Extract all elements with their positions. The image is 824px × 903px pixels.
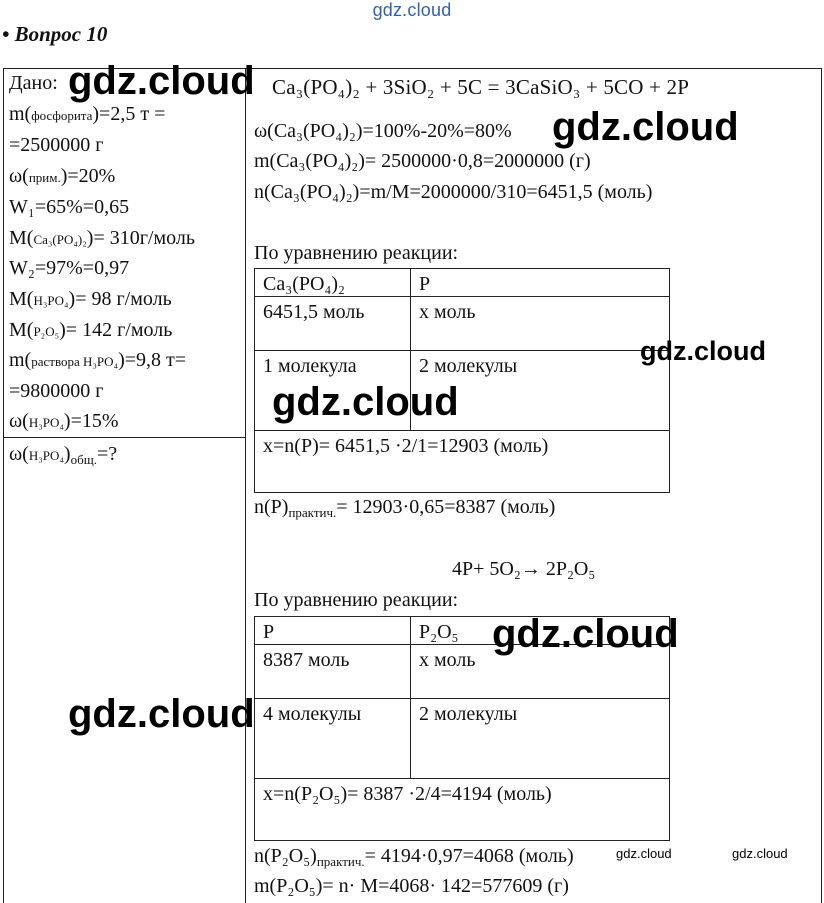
given-acid-fraction: ω(H₃PO₄)=15% [9, 410, 119, 432]
watermark: gdz.cloud [492, 612, 679, 656]
practical-moles-p: $n(P)_{практич.}= 12903\cdot 0,65=8387$ (моль) [254, 496, 556, 520]
table2-header-p: P [255, 617, 411, 645]
watermark: gdz.cloud [68, 59, 255, 103]
calc-mass-phosphate: m(Ca₃(PO₄)₂)= 2500000·0,8=2000000 (г) [254, 150, 591, 172]
practical-moles-p2o5: $n(P_2O_5)_{практич.}= 4194\cdot 0,97=4068$ (моль) [254, 845, 574, 869]
table1-cell-coef-p: 2 молекулы [411, 351, 670, 431]
reaction-equation-1: Ca₃(PO₄)₂ + 3SiO₂ + 5C = 3CaSiO₃ + 5CO + 2P [272, 75, 690, 99]
by-equation-label-2: По уравнению реакции: [254, 589, 459, 611]
watermark: gdz.cloud [68, 692, 255, 736]
given-mass-phosphorite: m(фосфорита)=2,5 т = [9, 103, 166, 125]
table2-cell-moles-p: 8387 моль [255, 645, 411, 699]
watermark-small: gdz.cloud [732, 846, 788, 861]
table2-result: x=n(P₂O₅)= 8387 ·2/4=4194 (моль) [255, 779, 670, 841]
calc-moles-phosphate: n(Ca₃(PO₄)₂)=m/M=2000000/310=6451,5 (моль) [254, 181, 653, 203]
watermark: gdz.cloud [272, 380, 459, 424]
table1-header-p: P [411, 269, 670, 297]
table2-cell-coef-p: 4 молекулы [255, 699, 411, 779]
table2-header-p2o5: P₂O₅ [411, 617, 670, 645]
given-molar-mass-oxide: M(P₂O₅)= 142 г/моль [9, 319, 173, 341]
find-total-acid-fraction: $\omega(H_3PO_4)_{общ.}=$? [9, 443, 118, 467]
watermark-small: gdz.cloud [616, 846, 672, 861]
question-title: • Вопрос 10 [2, 22, 108, 46]
given-label: Дано: [9, 72, 58, 94]
given-yield-1: W₁=65%=0,65 [9, 196, 130, 218]
calc-fraction-phosphate: ω(Ca₃(PO₄)₂)=100%-20%=80% [254, 120, 512, 142]
by-equation-label-1: По уравнению реакции: [254, 242, 459, 264]
given-column [3, 68, 246, 903]
table2-cell-x-moles: x моль [411, 645, 670, 699]
watermark: gdz.cloud [640, 336, 766, 366]
table1-result: x=n(P)= 6451,5 ·2/1=12903 (моль) [255, 431, 670, 493]
table1-cell-coef-phosphate: 1 молекула [255, 351, 411, 431]
table1-cell-moles-phosphate: 6451,5 моль [255, 297, 411, 351]
given-molar-mass-phosphate: M(Ca₃(PO₄)₂)= 310г/моль [9, 227, 195, 249]
given-impurity-fraction: ω(прим.)=20% [9, 165, 116, 187]
watermark: gdz.cloud [552, 105, 739, 149]
reaction-equation-2: 4P+ 5O₂→ 2P₂O₅ [452, 558, 596, 580]
given-mass-solution: m(раствора H₃PO₄)=9,8 т= [9, 349, 187, 371]
given-mass-solution-grams: =9800000 г [9, 380, 104, 402]
table1-cell-x-moles: x моль [411, 297, 670, 351]
table1-header-phosphate: Ca₃(PO₄)₂ [255, 269, 411, 297]
given-mass-phosphorite-grams: =2500000 г [9, 134, 104, 156]
given-yield-2: W₂=97%=0,97 [9, 257, 130, 279]
given-molar-mass-acid: M(H₃PO₄)= 98 г/моль [9, 288, 172, 310]
table2-cell-coef-p2o5: 2 молекулы [411, 699, 670, 779]
mass-p2o5: m(P₂O₅)= n· M=4068· 142=577609 (г) [254, 875, 569, 897]
watermark-top: gdz.cloud [372, 0, 452, 20]
given-separator [3, 437, 246, 438]
